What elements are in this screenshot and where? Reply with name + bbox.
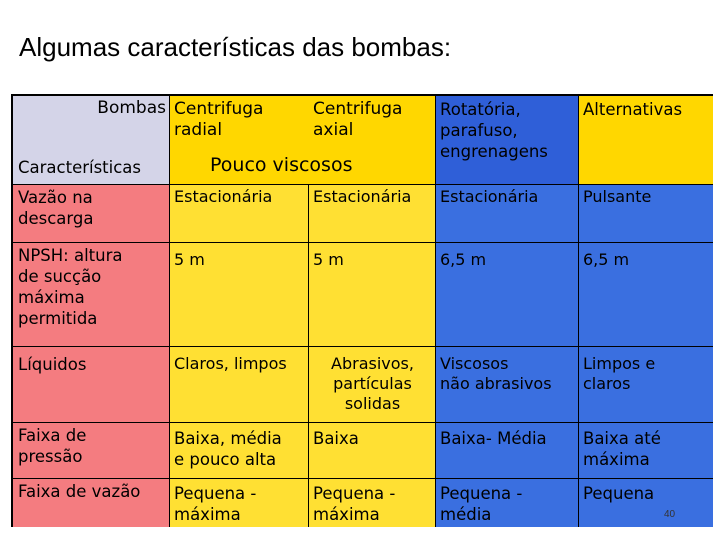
header-rotatoria: Rotatória, parafuso, engrenagens: [435, 96, 578, 184]
cell-faixa-vazao-alternativas: Pequena: [583, 484, 655, 503]
caracteristicas-label: Características: [18, 158, 142, 177]
row-label-pressao: Faixa de pressão: [13, 422, 169, 478]
row-label-liquidos: Líquidos: [13, 346, 169, 422]
cell-pressao-radial: Baixa, média e pouco alta: [174, 429, 282, 469]
cell-npsh-rotatoria: 6,5 m: [440, 250, 487, 269]
grid-line: [13, 184, 713, 185]
grid-line: [13, 422, 713, 423]
row-label-vazao: Vazão na descarga: [13, 184, 169, 242]
grid-line: [13, 478, 713, 479]
bombas-label: Bombas: [97, 98, 166, 118]
cell-faixa-vazao-radial: Pequena - máxima: [174, 484, 257, 524]
grid-line: [13, 346, 713, 347]
header-corner-cell: [13, 96, 169, 184]
cell-liquidos-axial: Abrasivos, partículas solidas: [331, 354, 414, 413]
cell-npsh-radial: 5 m: [174, 250, 205, 269]
cell-pressao-rotatoria: Baixa- Média: [440, 429, 547, 448]
cell-vazao-axial: Estacionária: [313, 187, 412, 206]
cell-npsh-axial: 5 m: [313, 250, 344, 269]
grid-line: [435, 96, 436, 527]
page-title: Algumas características das bombas:: [19, 32, 452, 62]
cell-pressao-axial: Baixa: [313, 429, 359, 448]
grid-line: [578, 96, 579, 527]
cell-vazao-alternativas: Pulsante: [583, 187, 652, 206]
cell-liquidos-rotatoria: Viscosos não abrasivos: [440, 354, 552, 393]
cell-faixa-vazao-rotatoria: Pequena - média: [440, 484, 523, 524]
cell-liquidos-alternativas: Limpos e claros: [583, 354, 656, 393]
header-centrifuga-radial: Centrifuga radial: [169, 96, 308, 184]
grid-line: [169, 96, 170, 527]
pouco-viscosos-overlay: Pouco viscosos: [210, 154, 353, 176]
cell-liquidos-radial: Claros, limpos: [174, 354, 287, 373]
cell-vazao-rotatoria: Estacionária: [440, 187, 539, 206]
cell-faixa-vazao-axial: Pequena - máxima: [313, 484, 396, 524]
header-alternativas: Alternativas: [578, 96, 713, 184]
cell-pressao-alternativas: Baixa até máxima: [583, 429, 661, 469]
pump-characteristics-table: [11, 94, 713, 527]
grid-line: [13, 242, 713, 243]
row-label-npsh: NPSH: altura de sucção máxima permitida: [13, 242, 169, 346]
cell-vazao-radial: Estacionária: [174, 187, 273, 206]
header-centrifuga-axial: Centrifuga axial: [308, 96, 435, 184]
row-label-faixa-vazao: Faixa de vazão: [13, 478, 169, 527]
cell-npsh-alternativas: 6,5 m: [583, 250, 630, 269]
grid-line: [308, 184, 309, 527]
page-number: 40: [664, 509, 676, 520]
